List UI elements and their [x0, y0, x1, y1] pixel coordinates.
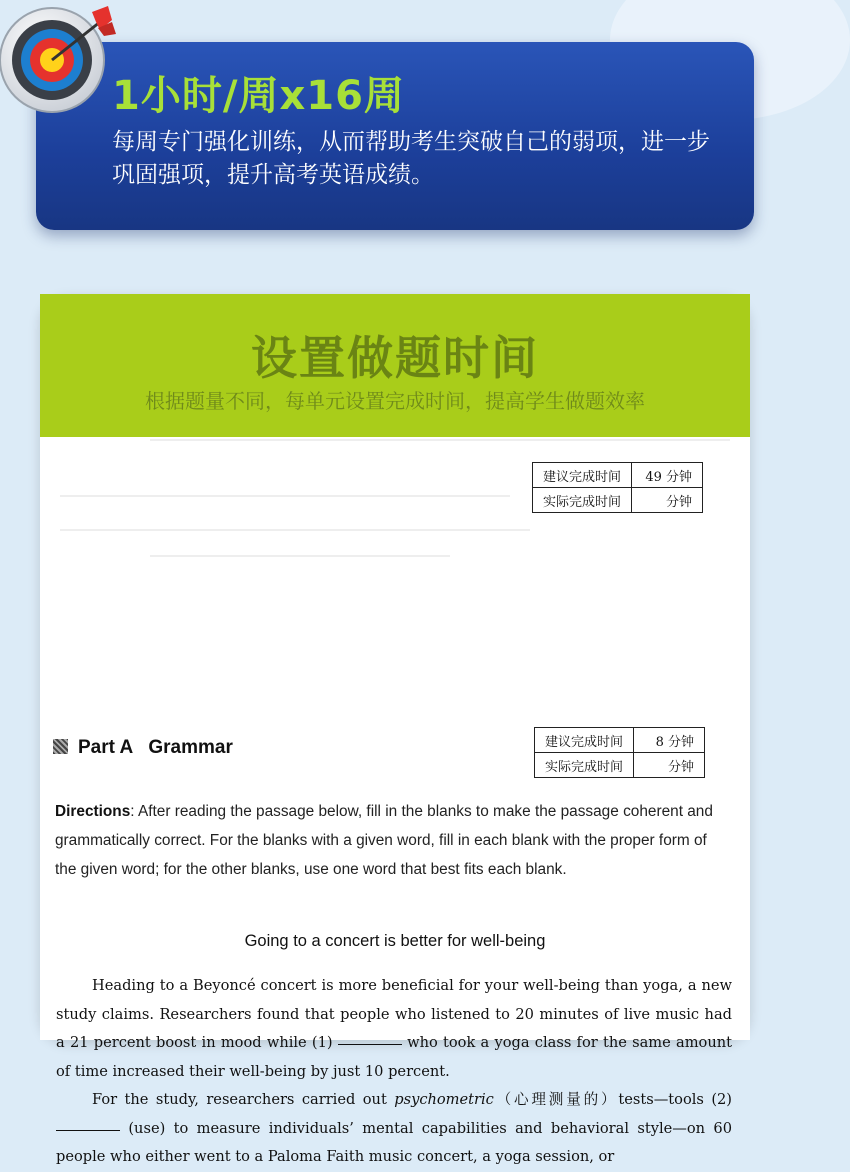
bleed-through-line: [150, 555, 450, 557]
directions: [55, 797, 730, 884]
card-subtitle: 根据题量不同，每单元设置完成时间，提高学生做题效率: [145, 389, 645, 413]
directions-label: Directions: [55, 803, 131, 820]
actual-time-value: 分钟: [632, 488, 703, 513]
actual-time-value: 分钟: [634, 753, 705, 778]
passage-italic-term: psychometric: [394, 1091, 494, 1108]
suggested-time-value: 49 分钟: [632, 463, 703, 488]
practice-card: [40, 294, 750, 1165]
card-title: 设置做题时间: [251, 331, 539, 385]
directions-text: : After reading the passage below, fill in the blanks to make the passage coherent and grammatically correct. For the blanks with a given word, fill in each blank with the proper form of the given word; for the other blanks, use one word that best fits each blank.: [55, 803, 713, 878]
suggested-time-label: 建议完成时间: [535, 728, 634, 753]
blank-2: [56, 1129, 120, 1131]
actual-time-label: 实际完成时间: [533, 488, 632, 513]
passage-text: （心理测量的）tests—tools (2): [493, 1091, 732, 1108]
bleed-through-line: [150, 439, 730, 441]
unit-time-box: [532, 462, 703, 513]
suggested-time-label: 建议完成时间: [533, 463, 632, 488]
passage-text: Heading to a Beyoncé concert is more beneficial for your well-being than yoga, a new study claims. Researchers found that people who listened to 20 minutes of live music had a 21 percent boost in mood while (1): [56, 977, 732, 1051]
passage-text: For the study, researchers carried out: [92, 1091, 395, 1108]
scanned-page: [40, 437, 750, 1165]
bleed-through-line: [60, 495, 510, 497]
card-header: [40, 294, 750, 437]
actual-time-label: 实际完成时间: [535, 753, 634, 778]
passage-text: (use) to measure individuals’ mental capabilities and behavioral style—on 60 people who either went to a Paloma Faith music concert, a yoga session, or: [56, 1119, 732, 1165]
part-time-box: [534, 727, 705, 778]
target-icon: [0, 0, 118, 118]
passage-paragraph: [56, 972, 732, 1086]
part-heading-text: Part A Grammar: [78, 737, 233, 758]
passage-body: [56, 972, 732, 1172]
part-heading: [53, 737, 233, 759]
passage-title: Going to a concert is better for well-being: [244, 932, 546, 950]
blank-1: [338, 1043, 402, 1045]
square-bullet-icon: [53, 739, 68, 754]
banner-title: 1小时/周x16周: [112, 73, 405, 119]
bleed-through-line: [60, 529, 530, 531]
passage-text: who took a yoga class for the same amount of time increased their well-being by just 10 percent.: [56, 1034, 732, 1080]
suggested-time-value: 8 分钟: [634, 728, 705, 753]
passage-paragraph: [56, 1086, 732, 1172]
banner-description: 每周专门强化训练，从而帮助考生突破自己的弱项，进一步巩固强项，提升高考英语成绩。: [112, 129, 710, 188]
